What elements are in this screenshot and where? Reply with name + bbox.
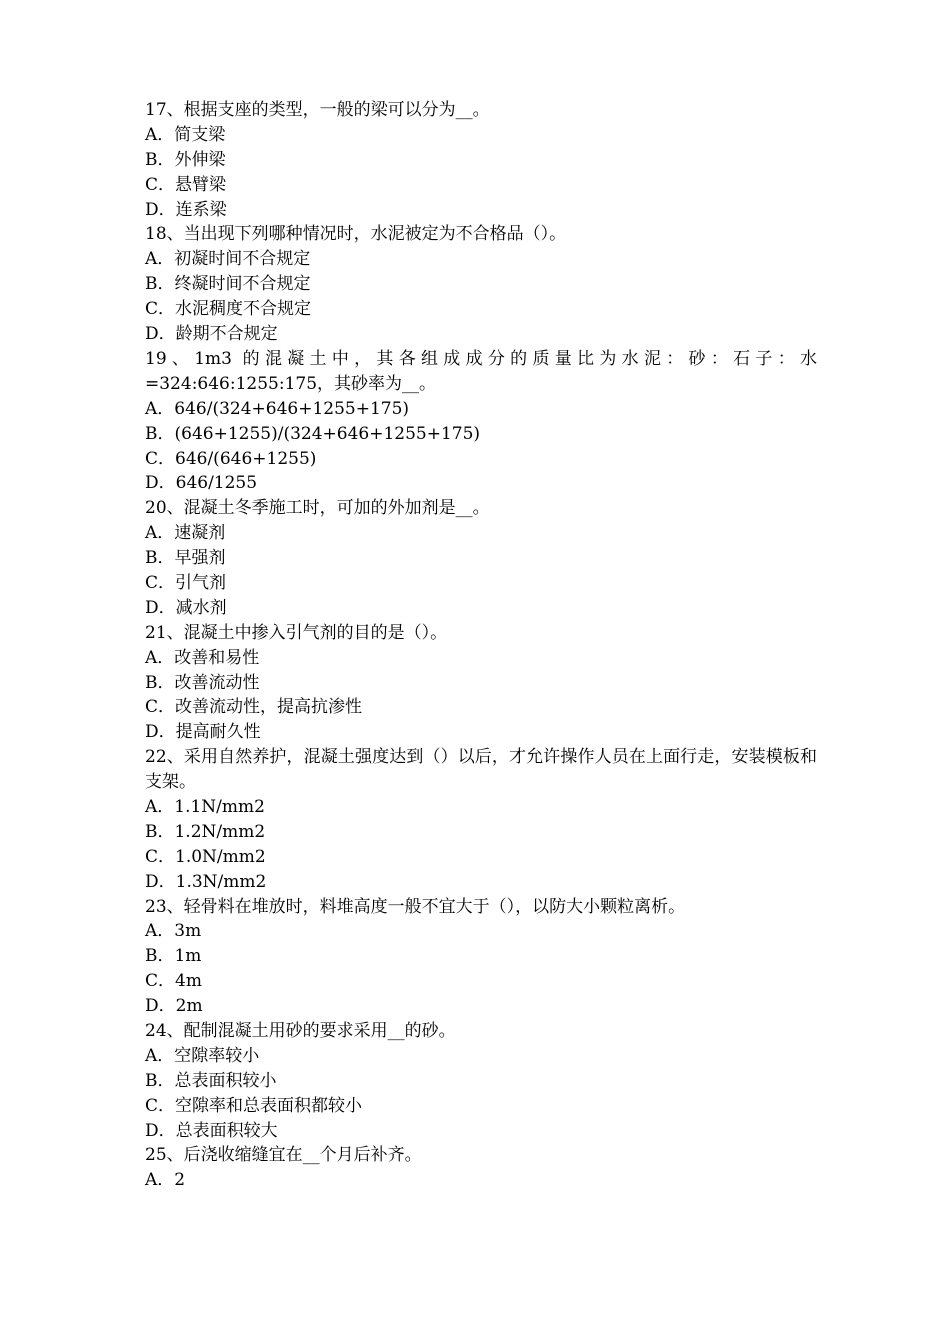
option-a: A．初凝时间不合规定 xyxy=(145,249,311,270)
option-c: C．4m xyxy=(145,971,202,992)
question-23 xyxy=(145,895,817,1019)
option-d: D．龄期不合规定 xyxy=(145,324,278,345)
option-a: A．1.1N/mm2 xyxy=(145,797,265,817)
option-b: B．终凝时间不合规定 xyxy=(145,274,311,295)
question-17 xyxy=(145,98,817,222)
option-b: B．1m xyxy=(145,946,202,967)
question-stem: 18、当出现下列哪种情况时，水泥被定为不合格品（）。 xyxy=(145,224,567,245)
option-b: B．总表面积较小 xyxy=(145,1070,277,1091)
option-c: C．改善流动性，提高抗渗性 xyxy=(145,697,363,718)
question-24 xyxy=(145,1019,817,1143)
option-d: D．1.3N/mm2 xyxy=(145,871,267,892)
question-19 xyxy=(145,347,817,496)
option-b: B．改善流动性 xyxy=(145,672,260,693)
option-a: A．3m xyxy=(145,921,202,942)
question-stem: 22、采用自然养护，混凝土强度达到（）以后，才允许操作人员在上面行走，安装模板和支架。 xyxy=(145,747,817,793)
question-stem: 21、混凝土中掺入引气剂的目的是（）。 xyxy=(145,622,448,643)
question-20 xyxy=(145,496,817,620)
option-c: C．引气剂 xyxy=(145,572,227,593)
option-a: A．速凝剂 xyxy=(145,523,226,544)
option-c: C．悬臂梁 xyxy=(145,174,227,195)
question-18 xyxy=(145,222,817,346)
option-b: B．(646+1255)/(324+646+1255+175) xyxy=(145,423,481,444)
option-a: A．改善和易性 xyxy=(145,647,260,668)
question-stem: 17、根据支座的类型，一般的梁可以分为__。 xyxy=(145,100,490,120)
question-25 xyxy=(145,1143,817,1193)
question-stem: 19、1m3 的混凝土中，其各组成成分的质量比为水泥：砂：石子：水=324:646:1255:175，其砂率为__。 xyxy=(145,348,817,394)
option-c: C．空隙率和总表面积都较小 xyxy=(145,1095,363,1116)
option-a: A．空隙率较小 xyxy=(145,1045,260,1066)
option-b: B．外伸梁 xyxy=(145,149,226,170)
option-c: C．646/(646+1255) xyxy=(145,448,317,469)
option-b: B．1.2N/mm2 xyxy=(145,821,266,842)
option-a: A．简支梁 xyxy=(145,124,226,145)
option-d: D．减水剂 xyxy=(145,597,227,618)
option-d: D．提高耐久性 xyxy=(145,722,261,743)
option-d: D．2m xyxy=(145,996,203,1017)
option-d: D．连系梁 xyxy=(145,199,227,220)
question-22 xyxy=(145,745,817,894)
option-c: C．1.0N/mm2 xyxy=(145,846,266,867)
document-body xyxy=(145,98,817,1193)
option-a: A．2 xyxy=(145,1170,186,1191)
question-21 xyxy=(145,621,817,745)
option-b: B．早强剂 xyxy=(145,548,226,569)
question-stem: 23、轻骨料在堆放时，料堆高度一般不宜大于（），以防大小颗粒离析。 xyxy=(145,896,686,917)
option-d: D．646/1255 xyxy=(145,473,258,494)
question-stem: 24、配制混凝土用砂的要求采用__的砂。 xyxy=(145,1021,456,1042)
option-c: C．水泥稠度不合规定 xyxy=(145,299,312,320)
question-stem: 25、后浇收缩缝宜在__个月后补齐。 xyxy=(145,1145,422,1166)
option-d: D．总表面积较大 xyxy=(145,1120,278,1141)
option-a: A．646/(324+646+1255+175) xyxy=(145,398,410,419)
question-stem: 20、混凝土冬季施工时，可加的外加剂是__。 xyxy=(145,498,490,519)
